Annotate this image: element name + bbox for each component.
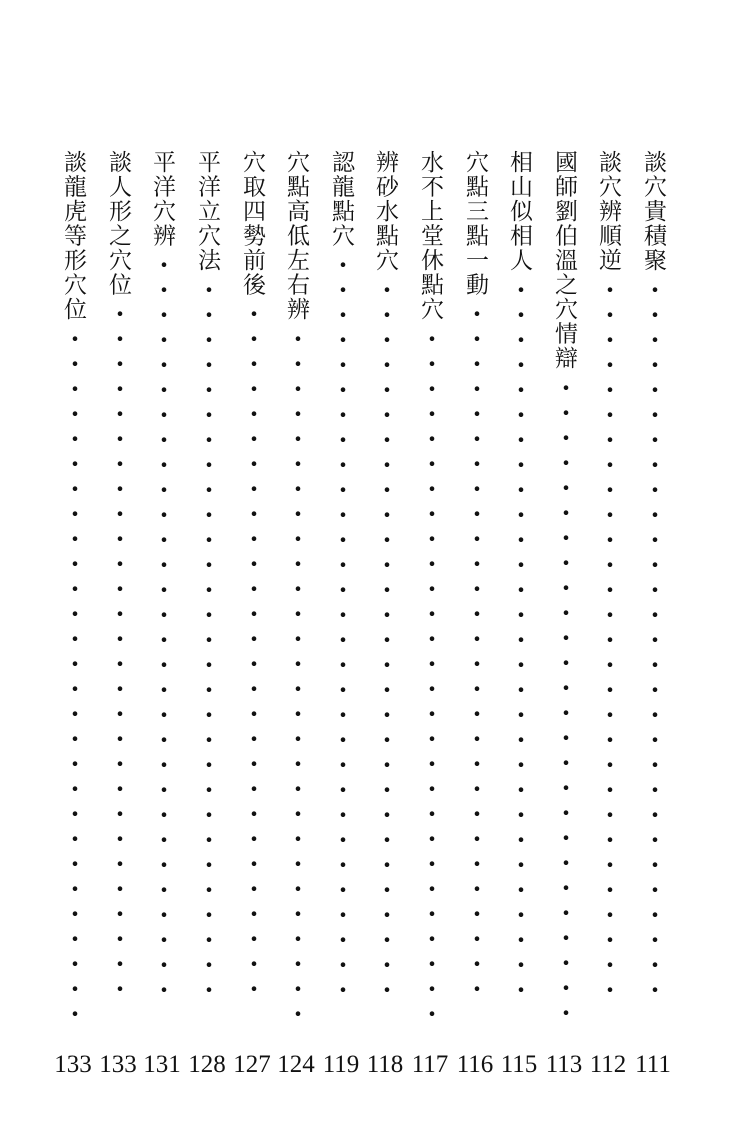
dot-leader: ・・・・・・・・・・・・・・・・・・・・・・・・・・・・ [59,326,88,1026]
toc-entry-title: 談穴貴積聚 [640,150,666,273]
toc-entry [53,150,93,1080]
toc-entry [276,150,316,1080]
toc-entry-page-number: 119 [322,1051,360,1078]
toc-entry [499,150,539,1080]
dot-leader: ・・・・・・・・・・・・・・・・・・・・・・・・・・・・ [416,326,445,1026]
toc-entry-page-number: 113 [545,1051,583,1078]
toc-entry-title: 國師劉伯溫之穴情辯 [551,150,577,371]
toc-entry-page-number: 128 [188,1051,226,1078]
toc-entry-page-number: 117 [411,1051,449,1078]
toc-entry-page-number: 133 [99,1051,137,1078]
dot-leader: ・・・・・・・・・・・・・・・・・・・・・・・・・・ [550,375,579,1025]
dot-leader: ・・・・・・・・・・・・・・・・・・・・・・・・・・・・・・ [148,252,177,1002]
toc-entry-page-number: 124 [277,1051,315,1078]
toc-entry [187,150,227,1080]
toc-entry-title: 水不上堂休點穴 [417,150,443,322]
toc-entry [410,150,450,1080]
toc-entry-title: 認龍點穴 [328,150,354,248]
toc-entry [98,150,138,1080]
toc-entry [232,150,272,1080]
dot-leader: ・・・・・・・・・・・・・・・・・・・・・・・・・・・・・ [193,277,222,1002]
toc-entry [321,150,361,1080]
toc-entry-title: 談穴辨順逆 [595,150,621,273]
toc-entry-title: 相山似相人 [506,150,532,273]
toc-entry [455,150,495,1080]
dot-leader: ・・・・・・・・・・・・・・・・・・・・・・・・・・・・・・ [327,252,356,1002]
toc-entry [142,150,182,1080]
toc-entry-page-number: 111 [635,1051,671,1078]
toc-entry [633,150,673,1080]
toc-entry-title: 辨砂水點穴 [372,150,398,273]
toc-entry-title: 穴點高低左右辨 [283,150,309,322]
dot-leader: ・・・・・・・・・・・・・・・・・・・・・・・・・・・・ [238,301,267,1001]
dot-leader: ・・・・・・・・・・・・・・・・・・・・・・・・・・・・・ [594,277,623,1002]
toc-entry [588,150,628,1080]
toc-entry-page-number: 115 [500,1051,538,1078]
toc-entry-title: 平洋立穴法 [194,150,220,273]
toc-entry-title: 談人形之穴位 [105,150,131,297]
dot-leader: ・・・・・・・・・・・・・・・・・・・・・・・・・・・・・ [371,277,400,1002]
dot-leader: ・・・・・・・・・・・・・・・・・・・・・・・・・・・・ [282,326,311,1026]
toc-entry-page-number: 118 [366,1051,404,1078]
toc-entry-page-number: 133 [54,1051,92,1078]
toc-entry-title: 談龍虎等形穴位 [60,150,86,322]
toc-entry-page-number: 112 [589,1051,627,1078]
toc-entry-page-number: 116 [456,1051,494,1078]
toc-entry-page-number: 127 [233,1051,271,1078]
dot-leader: ・・・・・・・・・・・・・・・・・・・・・・・・・・・・・ [505,277,534,1002]
toc-entry-title: 穴取四勢前後 [239,150,265,297]
toc-entry-title: 平洋穴辨 [149,150,175,248]
toc-entry [544,150,584,1080]
toc-entry [365,150,405,1080]
toc-entry-title: 穴點三點一動 [462,150,488,297]
toc-entry-page-number: 131 [143,1051,181,1078]
dot-leader: ・・・・・・・・・・・・・・・・・・・・・・・・・・・・ [461,301,490,1001]
dot-leader: ・・・・・・・・・・・・・・・・・・・・・・・・・・・・ [104,301,133,1001]
dot-leader: ・・・・・・・・・・・・・・・・・・・・・・・・・・・・・ [639,277,668,1002]
